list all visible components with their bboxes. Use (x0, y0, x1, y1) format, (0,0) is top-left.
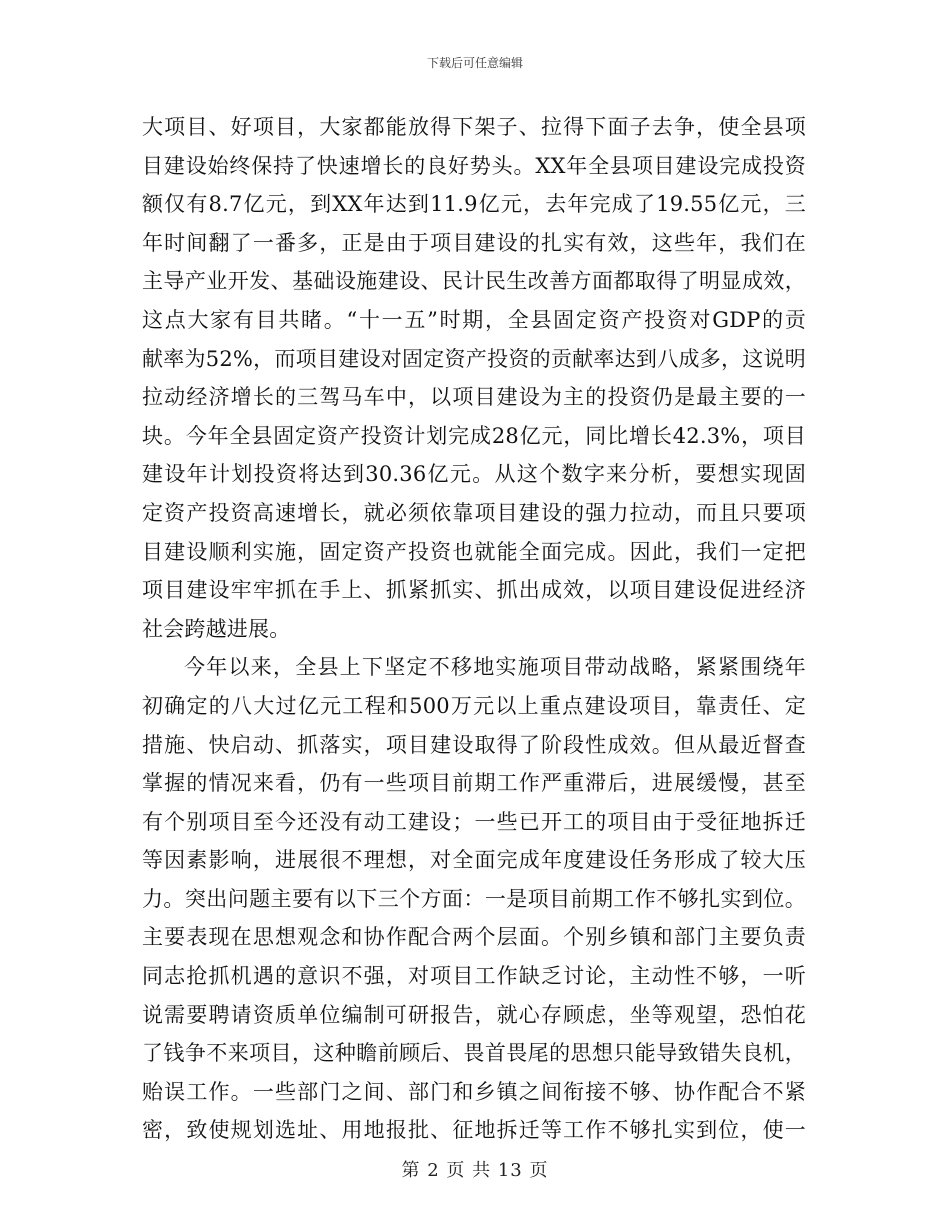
text-line: 掌握的情况来看，仍有一些项目前期工作严重滞后，进展缓慢，甚至 (142, 771, 806, 796)
text-line: 主要表现在思想观念和协作配合两个层面。个别乡镇和部门主要负责 (142, 925, 806, 950)
page-header: 下载后可任意编辑 (426, 56, 523, 70)
document-body (142, 108, 806, 1150)
text-line: 密，致使规划选址、用地报批、征地拆迁等工作不够扎实到位，使一 (142, 1118, 806, 1143)
text-line: 等因素影响，进展很不理想，对全面完成年度建设任务形成了较大压 (142, 848, 806, 873)
text-line: 同志抢抓机遇的意识不强，对项目工作缺乏讨论，主动性不够，一听 (142, 964, 806, 989)
text-line: 主导产业开发、基础设施建设、民计民生改善方面都取得了明显成效， (142, 269, 806, 294)
text-line: 目建设始终保持了快速增长的良好势头。XX年全县项目建设完成投资 (142, 153, 806, 178)
text-line: 初确定的八大过亿元工程和500万元以上重点建设项目，靠责任、定 (142, 693, 806, 718)
text-line: 大项目、好项目，大家都能放得下架子、拉得下面子去争，使全县项 (142, 115, 806, 139)
text-line: 拉动经济增长的三驾马车中，以项目建设为主的投资仍是最主要的一 (142, 385, 806, 410)
text-line: 有个别项目至今还没有动工建设；一些已开工的项目由于受征地拆迁 (142, 809, 806, 834)
text-line: 年时间翻了一番多，正是由于项目建设的扎实有效，这些年，我们在 (142, 230, 806, 255)
text-line: 项目建设牢牢抓在手上、抓紧抓实、抓出成效，以项目建设促进经济 (142, 578, 806, 603)
paragraph-1 (142, 108, 806, 648)
text-line: 建设年计划投资将达到30.36亿元。从这个数字来分析，要想实现固 (142, 462, 806, 487)
text-line: 今年以来，全县上下坚定不移地实施项目带动战略，紧紧围绕年 (184, 655, 806, 680)
text-line: 块。今年全县固定资产投资计划完成28亿元，同比增长42.3%，项目 (142, 423, 806, 448)
text-line: 力。突出问题主要有以下三个方面：一是项目前期工作不够扎实到位。 (142, 886, 806, 911)
text-line: 了钱争不来项目，这种瞻前顾后、畏首畏尾的思想只能导致错失良机， (142, 1041, 806, 1066)
text-line: 贻误工作。一些部门之间、部门和乡镇之间衔接不够、协作配合不紧 (142, 1079, 806, 1104)
text-line: 社会跨越进展。 (142, 616, 291, 641)
text-line: 目建设顺利实施，固定资产投资也就能全面完成。因此，我们一定把 (142, 539, 806, 564)
text-line: 献率为52%，而项目建设对固定资产投资的贡献率达到八成多，这说明 (142, 346, 806, 371)
text-line: 定资产投资高速增长，就必须依靠项目建设的强力拉动，而且只要项 (142, 500, 806, 525)
text-line: 这点大家有目共睹。“十一五”时期，全县固定资产投资对GDP的贡 (142, 307, 806, 332)
text-line: 措施、快启动、抓落实，项目建设取得了阶段性成效。但从最近督查 (142, 732, 806, 757)
text-line: 额仅有8.7亿元，到XX年达到11.9亿元，去年完成了19.55亿元，三 (142, 192, 806, 217)
page-footer: 第 2 页 共 13 页 (401, 1160, 549, 1181)
text-line: 说需要聘请资质单位编制可研报告，就心存顾虑，坐等观望，恐怕花 (142, 1002, 806, 1027)
paragraph-2 (142, 648, 806, 1150)
